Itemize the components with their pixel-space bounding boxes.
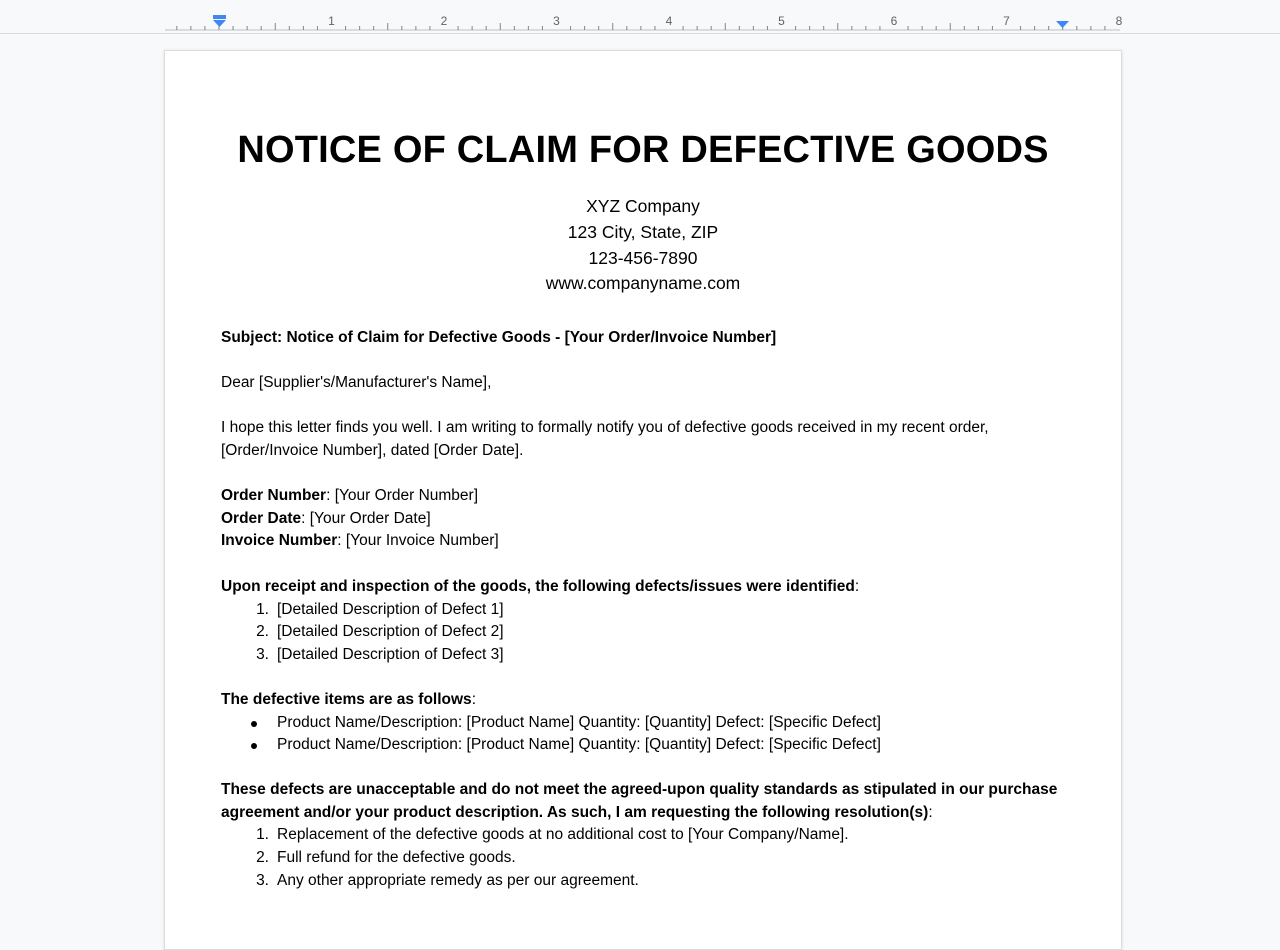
resolution-line-2: agreement and/or your product description. As such, I am requesting the following resolution(s): (221, 803, 933, 821)
company-address-block (165, 194, 1121, 297)
ruler-number: 1 (328, 14, 335, 28)
document-title: NOTICE OF CLAIM FOR DEFECTIVE GOODS (237, 129, 1049, 171)
invoice-number-line (221, 530, 1071, 553)
subject-line: Subject: Notice of Claim for Defective Goods - [Your Order/Invoice Number] (221, 329, 777, 346)
ruler-number: 2 (440, 14, 448, 28)
resolution-section (221, 779, 1071, 893)
ruler-scale (0, 0, 1280, 34)
list-item: 3. Any other appropriate remedy as per our agreement. (256, 871, 639, 889)
order-date-value: : [Your Order Date] (301, 509, 431, 527)
bullet-icon (251, 721, 257, 727)
order-details (221, 485, 1071, 553)
ruler-number: 7 (1003, 14, 1010, 28)
list-item: 2. Full refund for the defective goods. (256, 849, 516, 867)
items-heading: The defective items are as follows: (221, 691, 476, 708)
list-item: Product Name/Description: [Product Name] Quantity: [Quantity] Defect: [Specific Defect] (221, 712, 1071, 735)
salutation: Dear [Supplier's/Manufacturer's Name], (221, 374, 492, 391)
defects-section (221, 576, 1071, 667)
list-item: 2. [Detailed Description of Defect 2] (256, 623, 504, 641)
resolution-line-1: These defects are unacceptable and do not meet the agreed-upon quality standards as stipulated in our purchase (221, 781, 1058, 798)
order-date-line (221, 508, 1071, 531)
list-item: 1. [Detailed Description of Defect 1] (256, 600, 504, 618)
intro-line-2: [Order/Invoice Number], dated [Order Date]. (221, 441, 524, 459)
order-date-label: Order Date (221, 509, 302, 527)
list-item: 1. Replacement of the defective goods at no additional cost to [Your Company/Name]. (256, 826, 849, 844)
invoice-number-label: Invoice Number (221, 532, 338, 550)
items-section (221, 689, 1071, 757)
list-item: Product Name/Description: [Product Name] Quantity: [Quantity] Defect: [Specific Defect] (221, 734, 1071, 757)
left-indent-marker-icon[interactable] (213, 15, 226, 27)
horizontal-ruler[interactable] (0, 0, 1280, 34)
list-item: 3. [Detailed Description of Defect 3] (256, 646, 504, 664)
defects-heading: Upon receipt and inspection of the goods, the following defects/issues were identified: (221, 578, 860, 595)
company-name: XYZ Company (586, 196, 700, 216)
order-number-value: : [Your Order Number] (326, 487, 478, 504)
intro-paragraph (221, 417, 1071, 462)
ruler-number: 6 (890, 14, 898, 28)
company-address: 123 City, State, ZIP (567, 221, 719, 242)
ruler-number: 4 (665, 14, 673, 28)
intro-line-1: I hope this letter finds you well. I am writing to formally notify you of defective goods received in my recent order, (221, 419, 989, 436)
ruler-number: 8 (1115, 14, 1123, 28)
company-website: www.companyname.com (545, 273, 741, 294)
order-number-label: Order Number (221, 487, 327, 504)
ruler-number: 5 (778, 14, 785, 28)
company-phone: 123-456-7890 (588, 247, 698, 268)
bullet-icon (251, 743, 257, 749)
invoice-number-value: : [Your Invoice Number] (337, 532, 499, 550)
document-page[interactable] (164, 50, 1122, 950)
right-indent-marker-icon[interactable] (1056, 21, 1069, 28)
ruler-number: 3 (553, 14, 560, 28)
order-number-line (221, 485, 1071, 508)
